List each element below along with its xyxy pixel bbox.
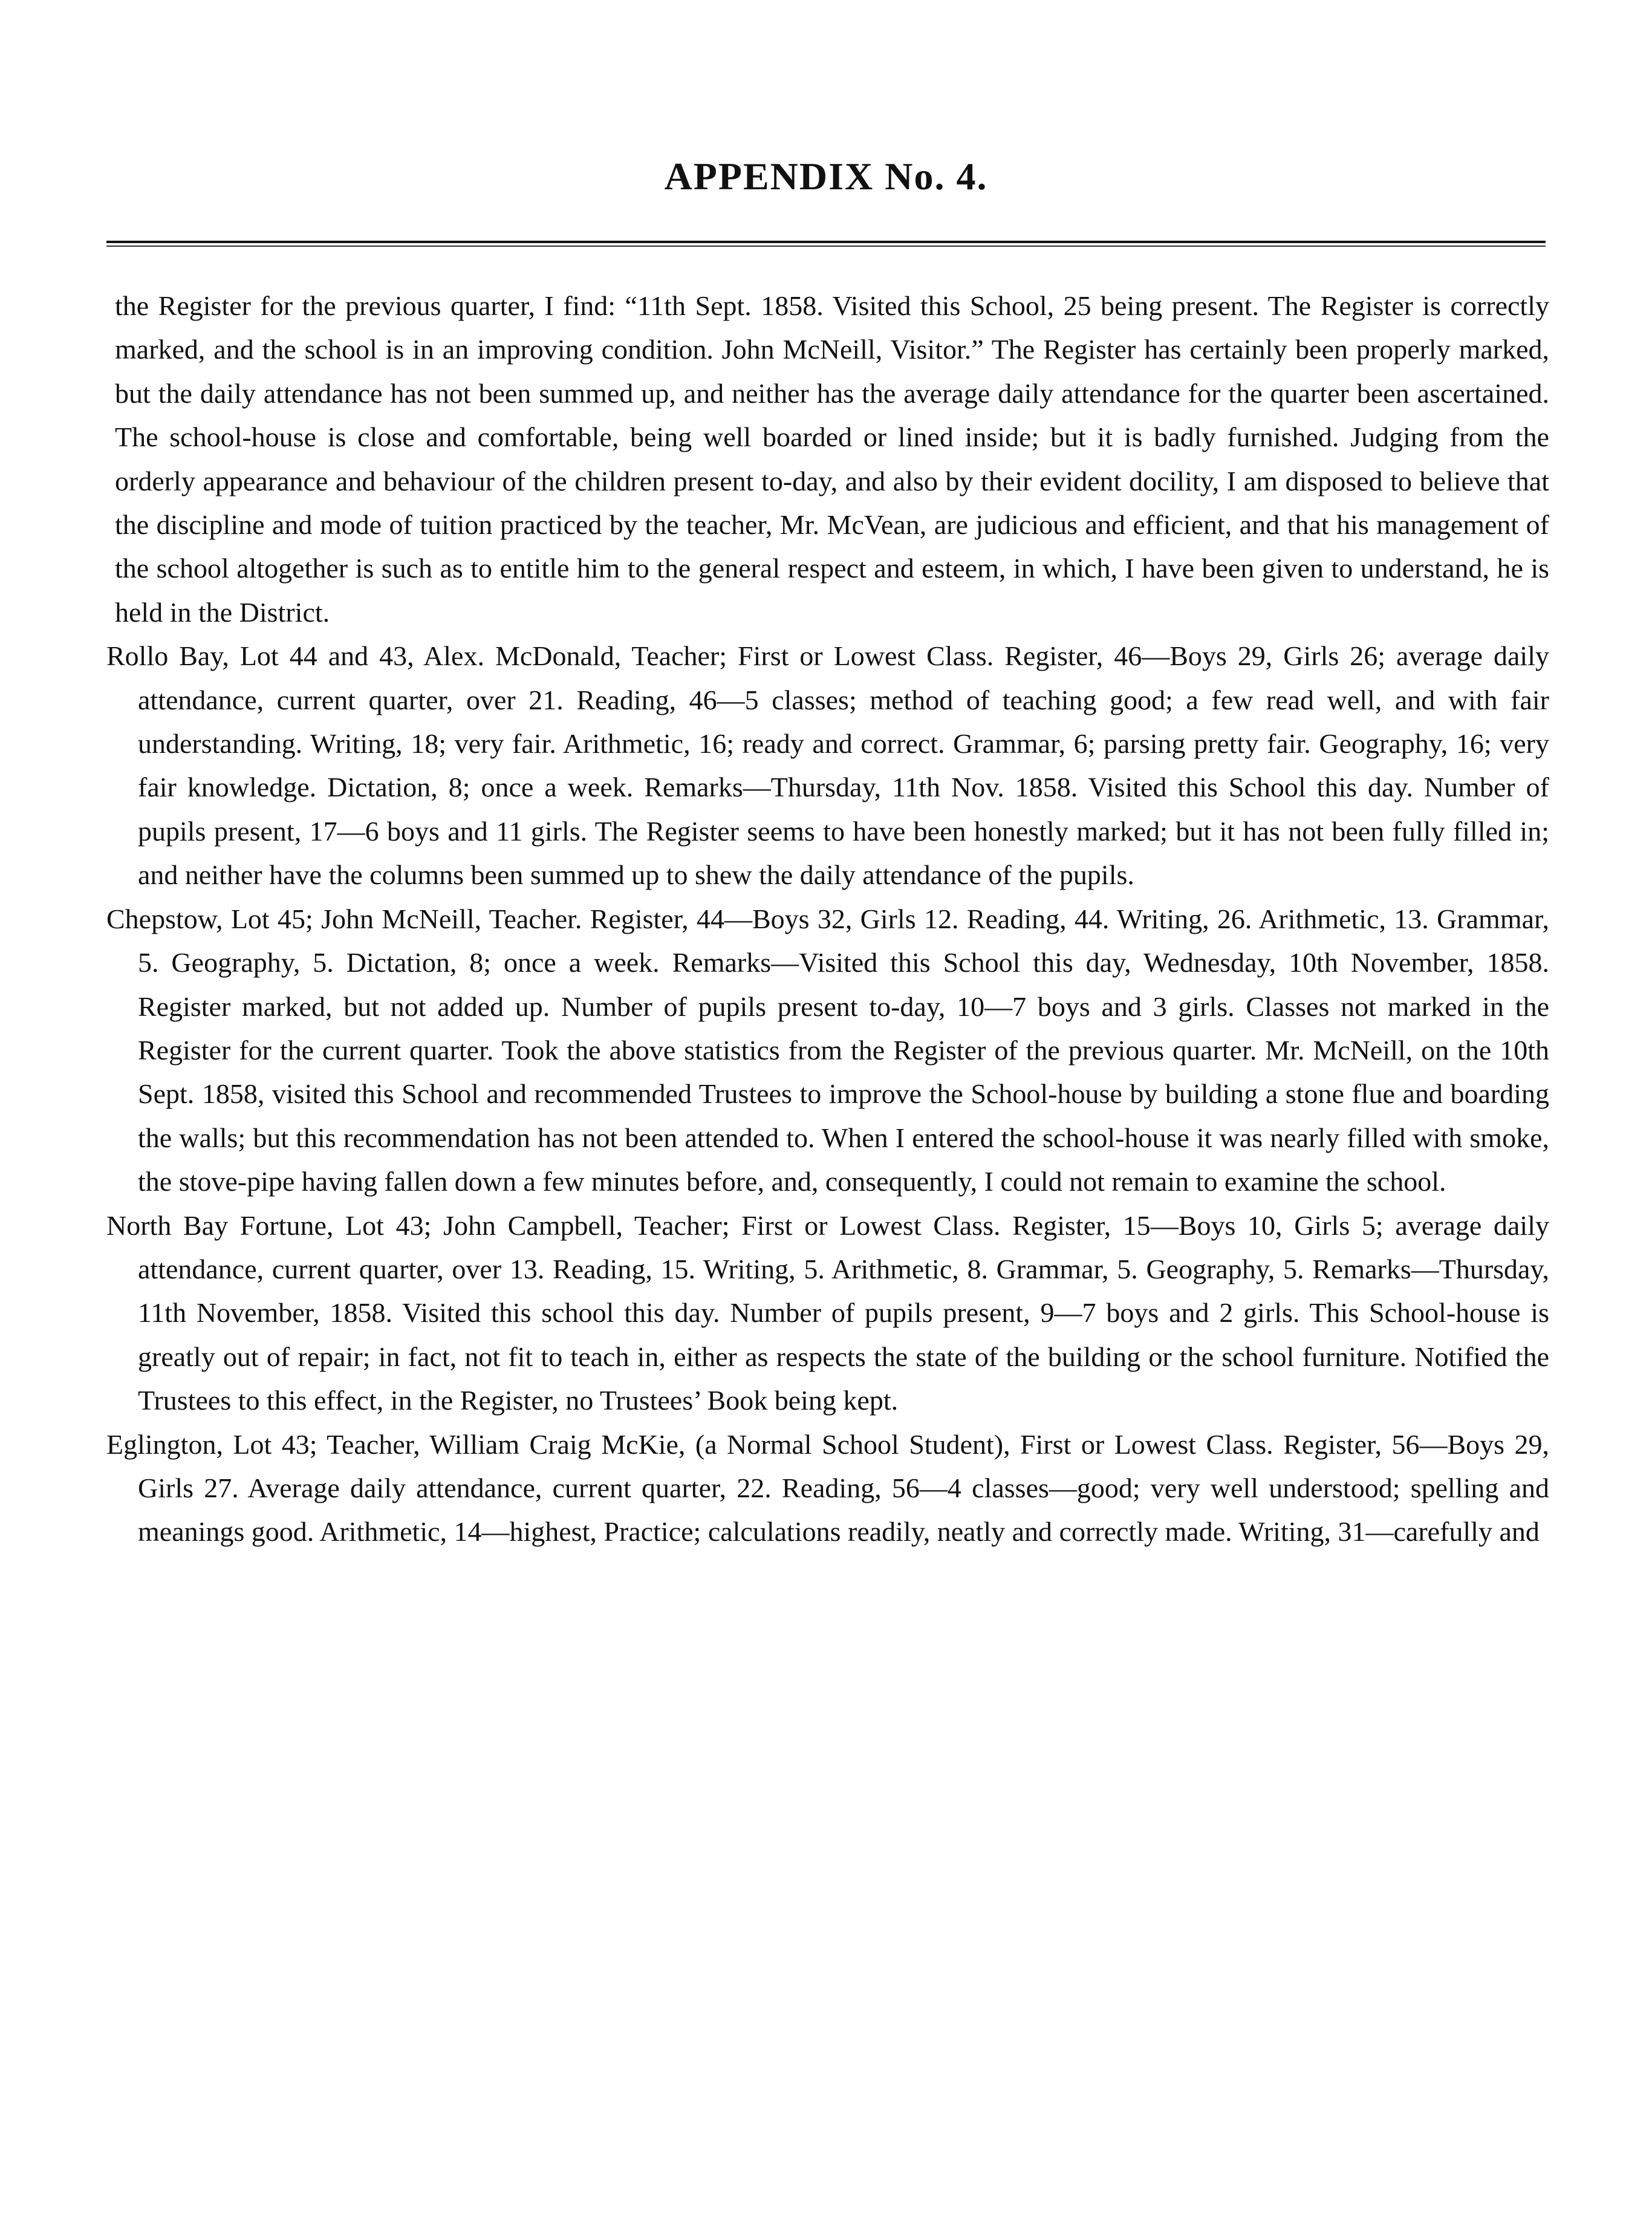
paragraph-eglington: Eglington, Lot 43; Teacher, William Craig McKie, (a Normal School Student), First or Lowest Class. Register, 56—Boys 29, Girls 27. Average daily attendance, current quarter, 22. Reading, 56—4 classes—good; very well understood; spelling and meanings good. Arithmetic, 14—highest, Practice; calculations readily, neatly and correctly made. Writing, 31—carefully and [106, 1428, 1549, 1547]
paragraph-chepstow: Chepstow, Lot 45; John McNeill, Teacher. Register, 44—Boys 32, Girls 12. Reading, 44. Writing, 26. Arithmetic, 13. Grammar, 5. Geography, 5. Dictation, 8; once a week. Remarks—Visited this School this day, Wednesday, 10th November, 1858. Register marked, but not added up. Number of pupils present to-day, 10—7 boys and 3 girls. Classes not marked in the Register for the current quarter. Took the above statistics from the Register of the previous quarter. Mr. McNeill, on the 10th Sept. 1858, visited this School and recommended Trustees to improve the School-house by building a stone flue and boarding the walls; but this recommendation has not been attended to. When I entered the school-house it was nearly filled with smoke, the stove-pipe having fallen down a few minutes before, and, consequently, I could not remain to examine the school. [106, 903, 1549, 1197]
body-text [106, 284, 1549, 1554]
page-header: APPENDIX No. 4. [664, 155, 988, 198]
paragraph-rollo-bay: Rollo Bay, Lot 44 and 43, Alex. McDonald, Teacher; First or Lowest Class. Register, 46—Boys 29, Girls 26; average daily attendance, current quarter, over 21. Reading, 46—5 classes; method of teaching good; a few read well, and with fair understanding. Writing, 18; very fair. Arithmetic, 16; ready and correct. Grammar, 6; parsing pretty fair. Geography, 16; very fair knowledge. Dictation, 8; once a week. Remarks—Thursday, 11th Nov. 1858. Visited this School this day. Number of pupils present, 17—6 boys and 11 girls. The Register seems to have been honestly marked; but it has not been fully filled in; and neither have the columns been summed up to shew the daily attendance of the pupils. [106, 640, 1549, 891]
paragraph-north-bay-fortune: North Bay Fortune, Lot 43; John Campbell, Teacher; First or Lowest Class. Register, 15—Boys 10, Girls 5; average daily attendance, current quarter, over 13. Reading, 15. Writing, 5. Arithmetic, 8. Grammar, 5. Geography, 5. Remarks—Thursday, 11th November, 1858. Visited this school this day. Number of pupils present, 9—7 boys and 2 girls. This School-house is greatly out of repair; in fact, not fit to teach in, either as respects the state of the building or the school furniture. Notified the Trustees to this effect, in the Register, no Trustees’ Book being kept. [106, 1209, 1549, 1416]
header-rule-thin [106, 246, 1546, 247]
paragraph-continuation: the Register for the previous quarter, I find: “11th Sept. 1858. Visited this School, 25 being present. The Register is correctly marked, and the school is in an improving condition. John McNeill, Visitor.” The Register has certainly been properly marked, but the daily attendance has not been summed up, and neither has the average daily attendance for the quarter been ascertained. The school-house is close and comfortable, being well boarded or lined inside; but it is badly furnished. Judging from the orderly appearance and behaviour of the children present to-day, and also by their evident docility, I am disposed to believe that the discipline and mode of tuition practiced by the teacher, Mr. McVean, are judicious and efficient, and that his management of the school altogether is such as to entitle him to the general respect and esteem, in which, I have been given to understand, he is held in the District. [115, 290, 1549, 628]
header-rule [106, 241, 1546, 243]
